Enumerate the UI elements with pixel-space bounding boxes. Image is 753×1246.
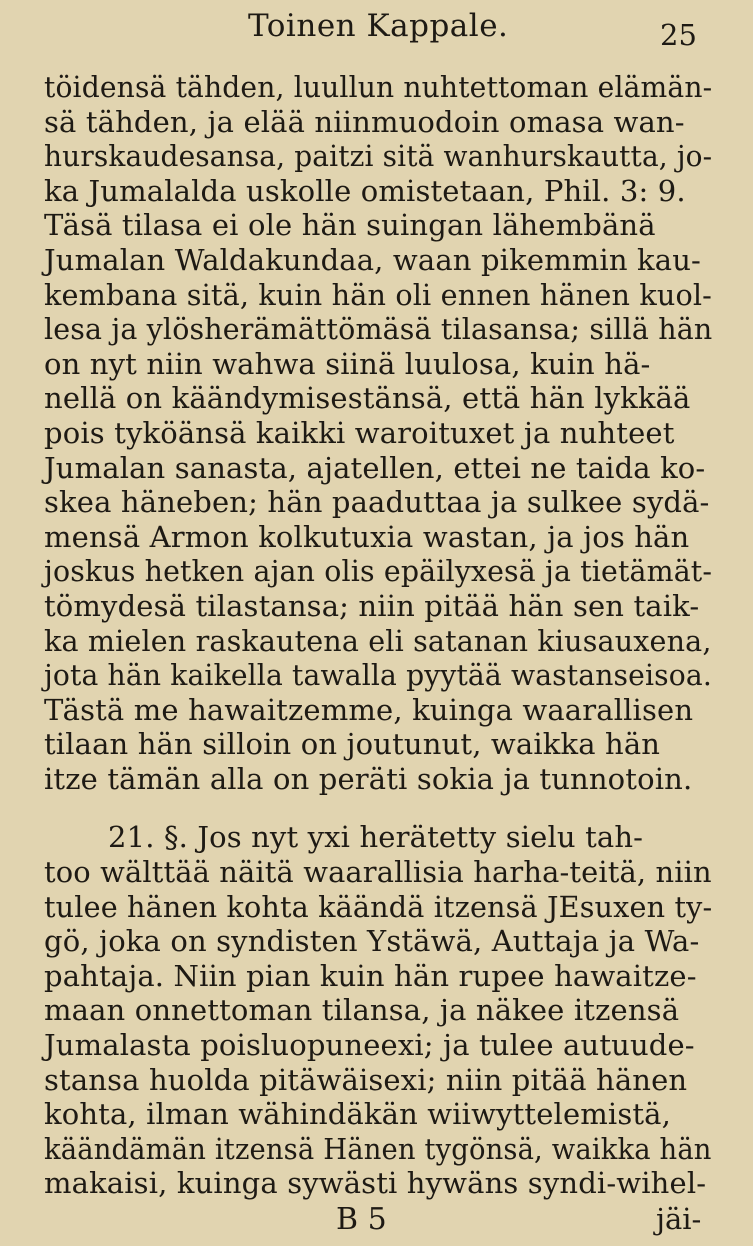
text-line: jota hän kaikella tawalla pyytää wastanseisoa.	[44, 658, 712, 693]
text-line: Tästä me hawaitzemme, kuinga waarallisen	[44, 692, 694, 727]
text-line: itze tämän alla on peräti sokia ja tunnotoin.	[44, 761, 693, 796]
catchword: jäi-	[656, 1202, 702, 1236]
text-line: sä tähden, ja elää niinmuodoin omasa wan-	[44, 104, 685, 139]
section-gap	[44, 796, 714, 820]
text-line: töidensä tähden, luullun nuhtettoman elämän-	[44, 70, 713, 104]
text-line: nellä on käändymisestänsä, että hän lykkää	[44, 381, 691, 416]
text-line: ka Jumalalda uskolle omistetaan, Phil. 3: 9.	[44, 173, 686, 208]
text-line: stansa huolda pitäwäisexi; niin pitää hänen	[44, 1062, 688, 1097]
text-line: mensä Armon kolkutuxia wastan, ja jos hän	[44, 519, 690, 554]
text-line: makaisi, kuinga sywästi hywäns syndi-wihel-	[44, 1166, 707, 1201]
text-line: hurskaudesansa, paitzi sitä wanhurskautta, jo-	[44, 139, 713, 174]
text-line: Jumalasta poisluopuneexi; ja tulee autuude-	[44, 1028, 695, 1063]
signature-mark: B 5	[336, 1202, 387, 1237]
text-line: pois tyköänsä kaikki waroituxet ja nuhteet	[44, 415, 675, 450]
text-line: maan onnettoman tilansa, ja näkee itzensä	[44, 993, 680, 1028]
text-line: käändämän itzensä Hänen tygönsä, waikka hän	[44, 1131, 712, 1166]
text-line: kohta, ilman wähindäkän wiiwyttelemistä,	[44, 1097, 671, 1132]
text-line: ka mielen raskautena eli satanan kiusauxena,	[44, 623, 712, 658]
text-line: Täsä tilasa ei ole hän suingan lähembänä	[44, 208, 656, 243]
text-line: kembana sitä, kuin hän oli ennen hänen kuol-	[44, 277, 713, 312]
text-line: Jumalan sanasta, ajatellen, ettei ne taida ko-	[44, 450, 706, 485]
text-line: Jumalan Waldakundaa, waan pikemmin kau-	[44, 242, 701, 277]
text-line: skea häneben; hän paaduttaa ja sulkee sydä-	[44, 485, 710, 520]
text-line: pahtaja. Niin pian kuin hän rupee hawaitze-	[44, 958, 697, 993]
text-line: too wälttää näitä waarallisia harha-teitä, niin	[44, 855, 712, 890]
page-number: 25	[660, 18, 697, 52]
paragraph-1	[44, 70, 714, 796]
text-line: joskus hetken ajan olis epäilyxesä ja tietämät-	[44, 554, 713, 589]
page-header	[0, 8, 753, 58]
paragraph-2	[44, 820, 714, 1201]
page-footer	[0, 1202, 753, 1242]
section-heading-line: 21. §. Jos nyt yxi herätetty sielu tah-	[108, 820, 644, 855]
text-line: tömydesä tilastansa; niin pitää hän sen taik-	[44, 588, 700, 623]
body-text	[44, 70, 714, 1201]
text-line: tilaan hän silloin on joutunut, waikka hän	[44, 727, 661, 762]
text-line: gö, joka on syndisten Ystäwä, Auttaja ja Wa-	[44, 924, 700, 959]
text-line: lesa ja ylösherämättömäsä tilasansa; sillä hän	[44, 312, 713, 347]
text-line: on nyt niin wahwa siinä luulosa, kuin hä-	[44, 346, 651, 381]
text-line: tulee hänen kohta käändä itzensä JEsuxen ty-	[44, 889, 713, 924]
running-title: Toinen Kappale.	[248, 8, 509, 44]
